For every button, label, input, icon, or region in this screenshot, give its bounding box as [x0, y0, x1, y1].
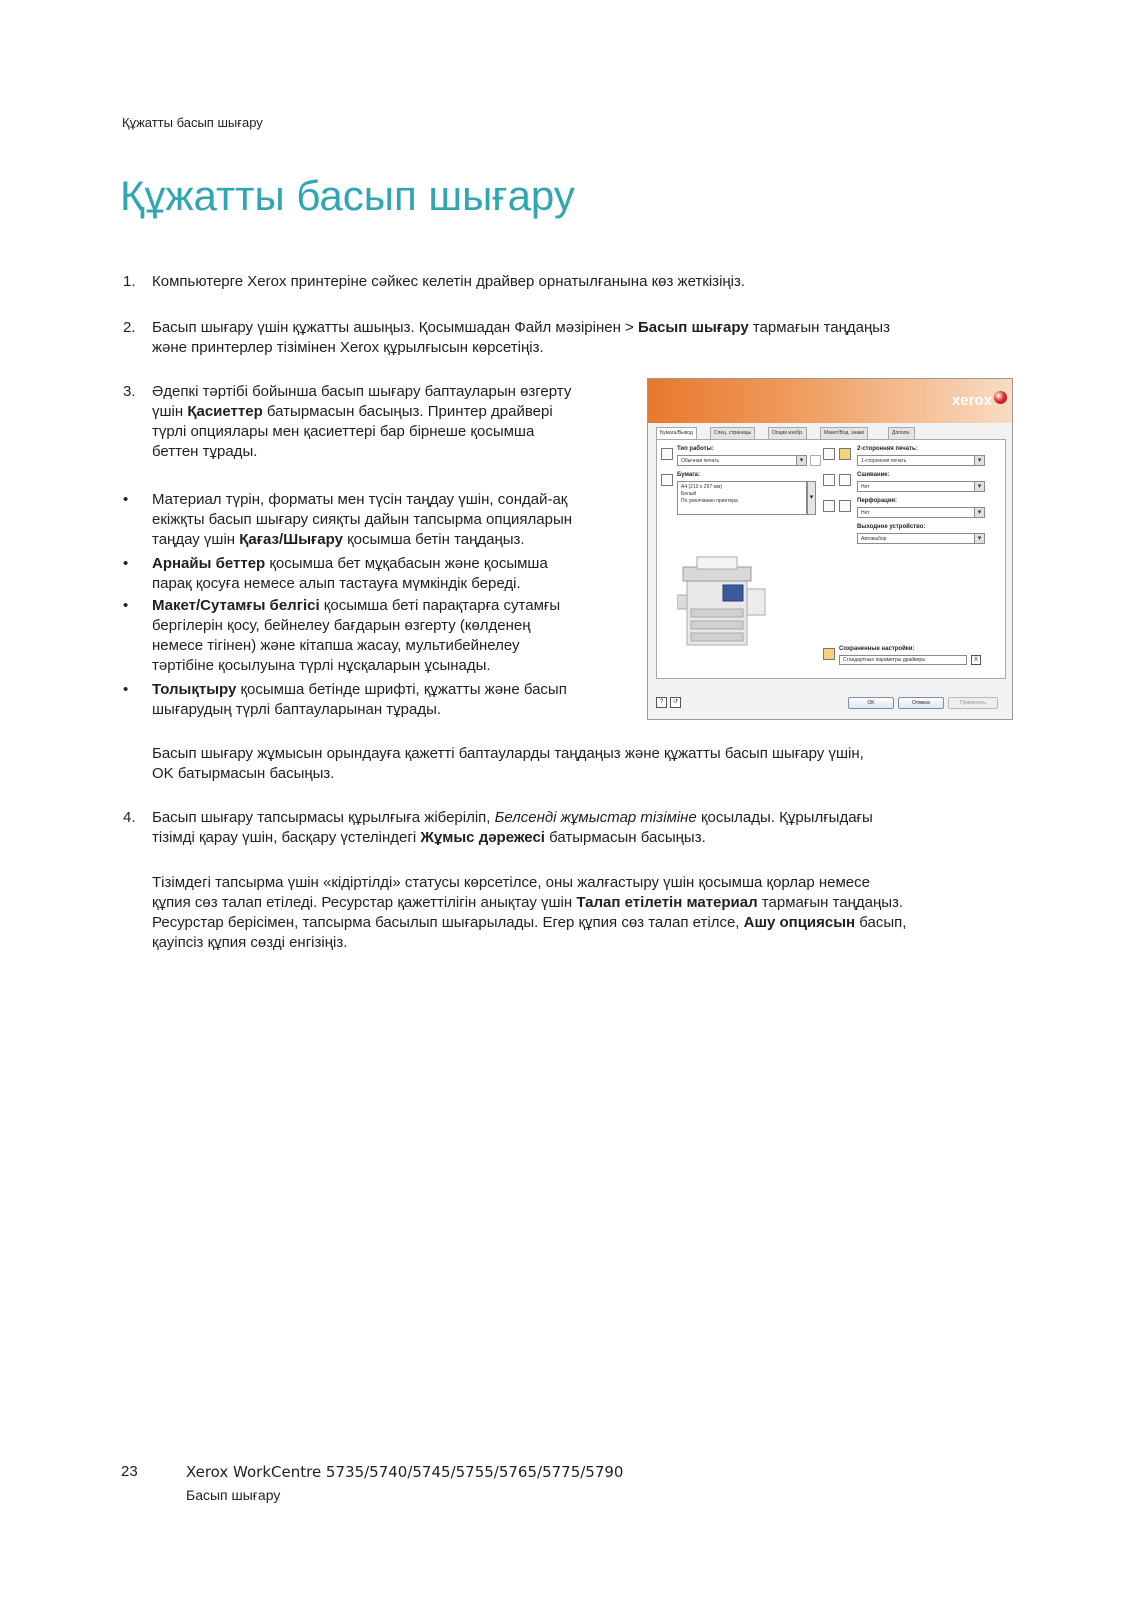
- bullet-1-line-1: Материал түрін, форматы мен түсін таңдау үшін, сондай-ақ: [152, 491, 568, 508]
- two-sided-icon-a: [823, 448, 835, 460]
- punching-icon-a: [823, 500, 835, 512]
- held-text-2a: құпия сөз талап етіледі. Ресурстар қажеттілігін анықтау үшін: [152, 894, 577, 911]
- bullet-3-text: [152, 596, 632, 676]
- running-header: Құжатты басып шығару: [122, 115, 263, 130]
- step-4-text-d: тізімді қарау үшін, басқару үстеліндегі: [152, 829, 421, 846]
- saved-settings-label: Сохраненные настройки:: [839, 646, 915, 652]
- step-4-active-jobs-term: Белсенді жұмыстар тізіміне: [494, 809, 697, 826]
- clear-saved-settings-icon[interactable]: X: [971, 655, 981, 665]
- punching-label: Перфорация:: [857, 498, 898, 504]
- step-1-number: 1.: [123, 273, 136, 290]
- held-line-3: [152, 913, 1022, 933]
- paper-size: A4 (210 x 297 мм): [681, 484, 723, 490]
- two-sided-icon-b: [839, 448, 851, 460]
- stapling-icon-a: [823, 474, 835, 486]
- held-release-option-term: Ашу опциясын: [743, 914, 856, 931]
- bullet-3-term: Макет/Сутамғы белгісі: [152, 597, 320, 614]
- output-destination-label: Выходное устройство:: [857, 524, 926, 530]
- held-text-3c: басып,: [855, 914, 907, 931]
- step-3-number: 3.: [123, 383, 136, 400]
- bullet-1-term: Қағаз/Шығару: [239, 531, 343, 548]
- page-number: 23: [121, 1463, 138, 1480]
- bullet-1-text-c: қосымша бетін таңдаңыз.: [342, 531, 525, 548]
- saved-settings-select[interactable]: Стандартные параметры драйвера: [839, 655, 967, 665]
- paper-type: По умолчанию принтера: [681, 498, 738, 504]
- bullet-4-term: Толықтыру: [152, 681, 237, 698]
- tab-advanced[interactable]: Дополн.: [888, 427, 915, 440]
- job-type-settings-icon[interactable]: [810, 455, 821, 466]
- bullet-4-text-b: қосымша бетінде шрифті, құжатты және басып: [236, 681, 567, 698]
- bullet-1-text-a: таңдау үшін: [152, 531, 240, 548]
- bullet-3-line-2: бергілерін қосу, бейнелеу бағдарын өзгерту (көлденең: [152, 617, 531, 634]
- step-2-text: [152, 318, 1002, 358]
- step-3-properties-term: Қасиеттер: [187, 403, 263, 420]
- bullet-2-text-b: қосымша бет мұқабасын және қосымша: [265, 555, 548, 572]
- tab-layout-watermark[interactable]: Макет/Вод. знаки: [820, 427, 868, 440]
- stapling-select[interactable]: Нет ▾: [857, 481, 985, 492]
- held-line-4: қауіпсіз құпия сөзді енгізіңіз.: [152, 934, 348, 951]
- held-required-resources-term: Талап етілетін материал: [576, 894, 758, 911]
- xerox-logo: xerox: [951, 392, 992, 409]
- step-3-text-c: батырмасын басыңыз. Принтер драйвері: [262, 403, 553, 420]
- step-3-text-a: үшін: [152, 403, 188, 420]
- held-text-3a: Ресурстар берісімен, тапсырма басылып шығарылады. Егер құпия сөз талап етілсе,: [152, 914, 744, 931]
- restore-defaults-icon[interactable]: ↺: [670, 697, 681, 708]
- bullet-2-term: Арнайы беттер: [152, 555, 266, 572]
- stapling-label: Сшивание:: [857, 472, 890, 478]
- held-line-1: Тізімдегі тапсырма үшін «кідіртілді» статусы көрсетілсе, оны жалғастыру үшін қосымша қорлар немесе: [152, 874, 870, 891]
- job-type-select[interactable]: Обычная печать ▾: [677, 455, 807, 466]
- bullet-4-line-1: [152, 680, 632, 700]
- apply-button[interactable]: Применить: [948, 697, 998, 709]
- bullet-2-text: [152, 554, 632, 594]
- dialog-panel: [656, 439, 1006, 679]
- job-type-label: Тип работы:: [677, 446, 714, 452]
- step-2-text-c: тармағын таңдаңыз: [748, 319, 890, 336]
- bullet-1-line-3: [152, 530, 632, 550]
- held-text-2c: тармағын таңдаңыз.: [757, 894, 904, 911]
- step-2-line-1: [152, 318, 1002, 338]
- help-icon[interactable]: ?: [656, 697, 667, 708]
- ok-button[interactable]: OK: [848, 697, 894, 709]
- tab-special-pages[interactable]: Спец. страницы: [710, 427, 755, 440]
- bullet-2-marker: •: [123, 555, 129, 572]
- cancel-button[interactable]: Отмена: [898, 697, 944, 709]
- punching-icon-b: [839, 500, 851, 512]
- step-2-text-a: Басып шығару үшін құжатты ашыңыз. Қосымшадан Файл мәзірінен >: [152, 319, 638, 336]
- bullet-3-line-4: тәртібіне қосылуына түрлі нұсқаларын ұсынады.: [152, 657, 491, 674]
- bullet-4-marker: •: [123, 681, 129, 698]
- punching-select[interactable]: Нет ▾: [857, 507, 985, 518]
- bullet-4-line-2: шығарудың түрлі баптауларынан тұрады.: [152, 701, 442, 718]
- step-3-line-4: беттен тұрады.: [152, 443, 258, 460]
- paper-color: Белый: [681, 491, 697, 497]
- job-type-icon: [661, 448, 673, 460]
- printer-illustration-icon: [677, 545, 773, 655]
- two-sided-select[interactable]: 1-сторонняя печать ▾: [857, 455, 985, 466]
- footer-product-name: Xerox WorkCentre 5735/5740/5745/5755/5765/5775/5790: [186, 1463, 624, 1481]
- page-title: Құжатты басып шығару: [120, 172, 575, 219]
- paper-icon: [661, 474, 673, 486]
- bullet-3-line-1: [152, 596, 632, 616]
- saved-settings-icon: [823, 648, 835, 660]
- confirm-line-1: Басып шығару жұмысын орындауға қажетті баптауларды таңдаңыз және құжатты басып шығару үшін,: [152, 745, 864, 762]
- step-4-text-f: батырмасын басыңыз.: [544, 829, 706, 846]
- tab-image-options[interactable]: Опции изобр.: [768, 427, 807, 440]
- step-3-text: [152, 382, 632, 462]
- confirm-paragraph: [152, 744, 1002, 784]
- step-2-number: 2.: [123, 319, 136, 336]
- dialog-banner: [648, 379, 1012, 423]
- held-job-paragraph: [152, 873, 1022, 953]
- xerox-sphere-icon: [994, 391, 1007, 404]
- step-3-line-3: түрлі опциялары мен қасиеттері бар бірнеше қосымша: [152, 423, 535, 440]
- step-4-text: [152, 808, 1012, 848]
- bullet-2-line-1: [152, 554, 632, 574]
- output-destination-select[interactable]: Автовыбор ▾: [857, 533, 985, 544]
- step-2-line-2: және принтерлер тізімінен Xerox құрылғысын көрсетіңіз.: [152, 339, 544, 356]
- footer-section-name: Басып шығару: [186, 1487, 281, 1503]
- tab-paper-output[interactable]: Бумага/Вывод: [656, 427, 697, 441]
- bullet-1-line-2: екіжқты басып шығару сияқты дайын тапсырма опцияларын: [152, 511, 573, 528]
- step-4-line-1: [152, 808, 1012, 828]
- paper-label: Бумага:: [677, 472, 701, 478]
- step-1-text: Компьютерге Xerox принтеріне сәйкес келетін драйвер орнатылғанына көз жеткізіңіз.: [152, 273, 746, 290]
- stapling-icon-b: [839, 474, 851, 486]
- step-4-job-status-term: Жұмыс дәрежесі: [420, 829, 545, 846]
- held-line-2: [152, 893, 1022, 913]
- step-4-line-2: [152, 828, 1012, 848]
- bullet-1-text: [152, 490, 632, 550]
- bullet-3-line-3: немесе тігінен) және кітапша жасау, мультибейнелеу: [152, 637, 520, 654]
- step-2-print-term: Басып шығару: [637, 319, 749, 336]
- bullet-1-marker: •: [123, 491, 129, 508]
- printer-properties-screenshot: [647, 378, 1013, 720]
- paper-dropdown-button[interactable]: ▾: [807, 481, 816, 515]
- step-4-text-a: Басып шығару тапсырмасы құрылғыға жіберіліп,: [152, 809, 495, 826]
- step-3-line-2: [152, 402, 632, 422]
- bullet-3-text-b: қосымша беті парақтарға сутамғы: [319, 597, 561, 614]
- bullet-4-text: [152, 680, 632, 720]
- step-4-number: 4.: [123, 809, 136, 826]
- bullet-3-marker: •: [123, 597, 129, 614]
- step-4-text-c: қосылады. Құрылғыдағы: [696, 809, 873, 826]
- step-3-line-1: Әдепкі тәртібі бойынша басып шығару баптауларын өзгерту: [152, 383, 572, 400]
- confirm-line-2: OK батырмасын басыңыз.: [152, 765, 335, 782]
- bullet-2-line-2: парақ қосуға немесе алып тастауға мүмкіндік береді.: [152, 575, 521, 592]
- paper-summary-box[interactable]: [677, 481, 807, 515]
- two-sided-label: 2-сторонняя печать:: [857, 446, 918, 452]
